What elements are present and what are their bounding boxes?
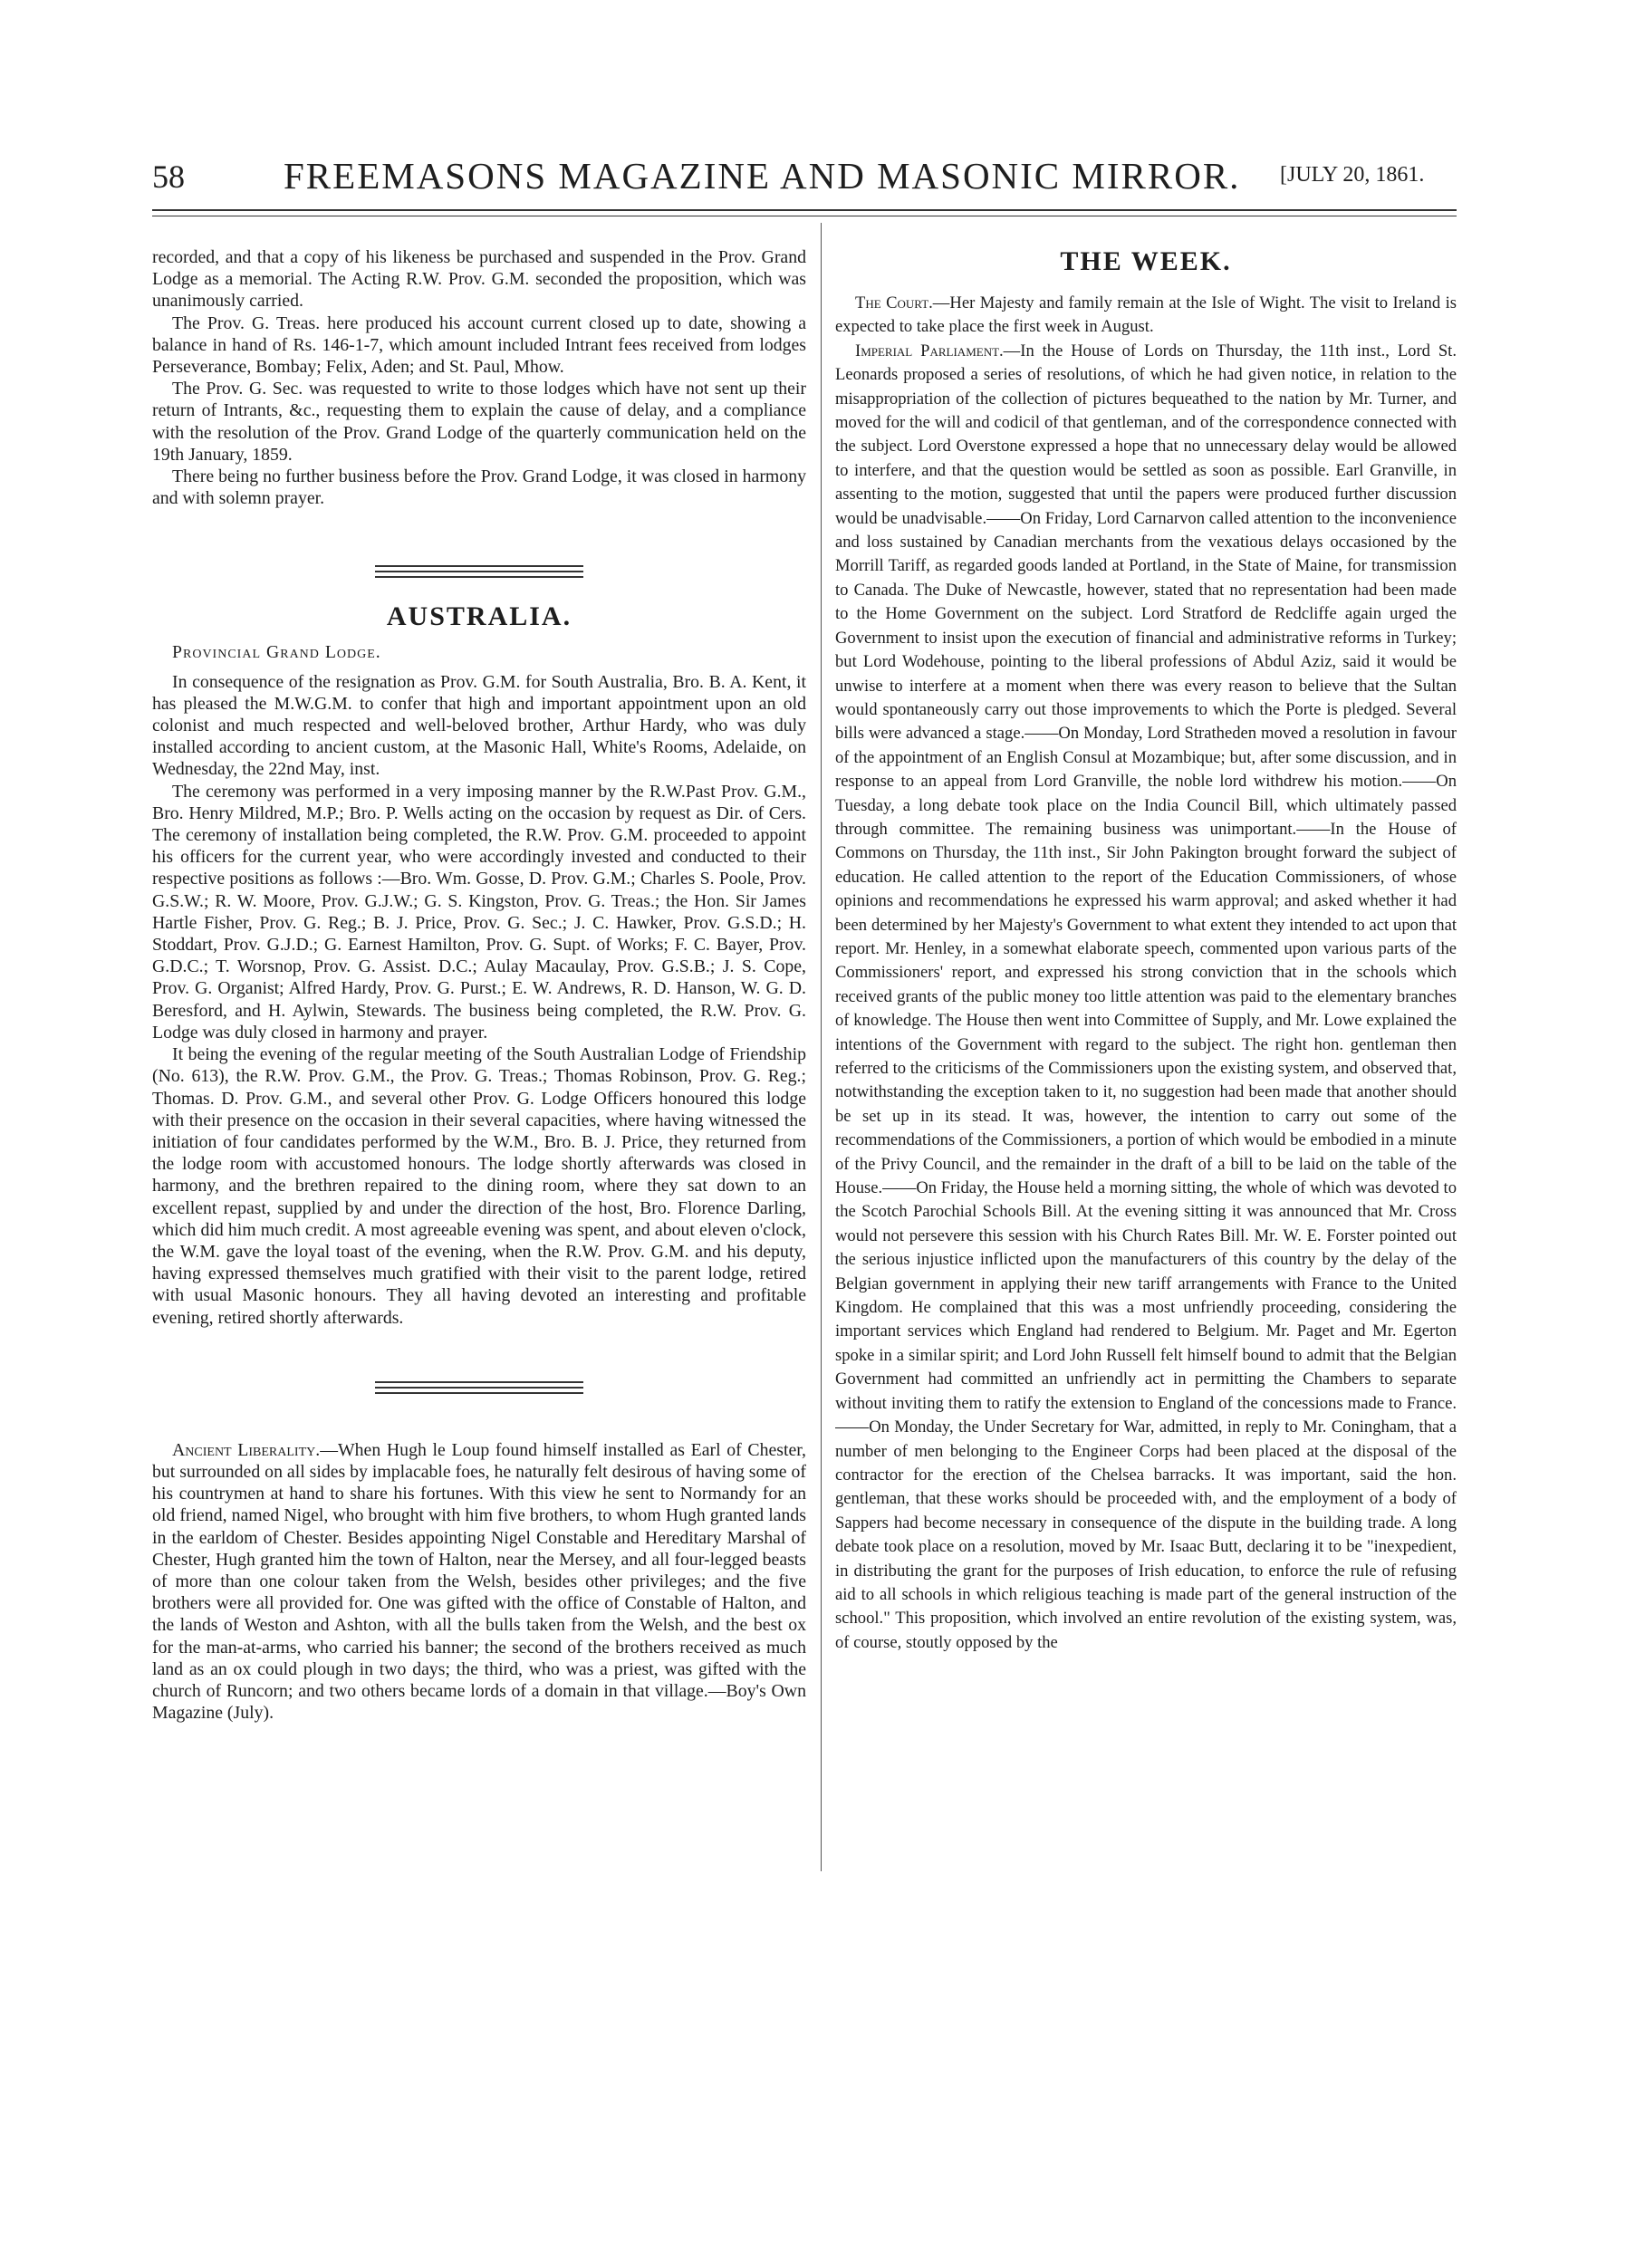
column-divider xyxy=(821,223,822,1871)
paragraph-court xyxy=(835,292,1457,340)
section-title-australia: AUSTRALIA. xyxy=(386,601,572,632)
paragraph: The Prov. G. Sec. was requested to write to those lodges which have not sent up their return of Intrants, &c., requesting them to explain the cause of delay, and a compliance with the resolution of the Prov. Grand Lodge of the quarterly communication held on the 19th January, 1859. xyxy=(152,379,806,465)
section-subtitle: Provincial Grand Lodge. xyxy=(172,642,381,663)
paragraph: The ceremony was performed in a very imposing manner by the R.W.Past Prov. G.M., Bro. Henry Mildred, M.P.; Bro. P. Wells acting on the occasion by request as Dir. of Cers. The ceremony of installation being completed, the R.W. Prov. G.M. proceeded to appoint his officers for the current year, who were accordingly invested and conducted to their respective positions as follows :—Bro. Wm. Gosse, D. Prov. G.M.; Charles S. Poole, Prov. G.S.W.; R. W. Moore, Prov. G.J.W.; G. S. Kingston, Prov. G. Treas.; the Hon. Sir James Hartle Fisher, Prov. G. Reg.; B. J. Price, Prov. G. Sec.; J. C. Hawker, Prov. G.S.D.; H. Stoddart, Prov. G.J.D.; G. Earnest Hamilton, Prov. G. Supt. of Works; F. C. Bayer, Prov. G.D.C.; T. Worsnop, Prov. G. Assist. D.C.; Aulay Macaulay, Prov. G.S.B.; J. S. Cope, Prov. G. Organist; Alfred Hardy, Prov. G. Purst.; E. W. Andrews, R. D. Hanson, W. G. D. Beresford, and H. Aylwin, Stewards. The business being completed, the R.W. Prov. G. Lodge was duly closed in harmony and prayer. xyxy=(152,781,806,1043)
run-in-heading: Imperial Parliament. xyxy=(855,341,1004,360)
section-separator xyxy=(375,565,583,578)
run-in-heading: The Court. xyxy=(855,293,933,312)
paragraph-parliament xyxy=(835,340,1457,1655)
section-title-the-week: THE WEEK. xyxy=(1060,246,1232,276)
paragraph: There being no further business before the Prov. Grand Lodge, it was closed in harmony and with solemn prayer. xyxy=(152,466,806,509)
paragraph: It being the evening of the regular meeting of the South Australian Lodge of Friendship (No. 613), the R.W. Prov. G.M., the Prov. G. Treas.; Thomas Robinson, Prov. G. Reg.; Thomas. D. Prov. G.M., and several other Prov. G. Lodge Officers honoured this lodge with their presence on the occasion in their several capacities, where having witnessed the initiation of four candidates performed by the W.M., Bro. B. J. Price, they returned from the lodge room with accustomed honours. The lodge shortly afterwards was closed in harmony, and the brethren repaired to the dining room, where they sat down to an excellent repast, supplied by and under the direction of the host, Bro. Florence Darling, which did him much credit. A most agreeable evening was spent, and about eleven o'clock, the W.M. gave the loyal toast of the evening, when the R.W. Prov. G.M. and his deputy, having expressed themselves much gratified with their visit to the parent lodge, retired with usual Masonic honours. They all having devoted an interesting and profitable evening, retired shortly afterwards. xyxy=(152,1044,806,1328)
right-column xyxy=(835,246,1457,1877)
paragraph: In consequence of the resignation as Prov. G.M. for South Australia, Bro. B. A. Kent, it has pleased the M.W.G.M. to confer that high and important appointment upon an old colonist and much respected and well-beloved brother, Arthur Hardy, who was duly installed according to ancient custom, at the Masonic Hall, White's Rooms, Adelaide, on Wednesday, the 22nd May, inst. xyxy=(152,671,806,780)
paragraph-text: —Her Majesty and family remain at the Isle of Wight. The visit to Ireland is expected to take place the first week in August. xyxy=(835,293,1457,337)
paragraph-text: —In the House of Lords on Thursday, the 11th inst., Lord St. Leonards proposed a series of resolutions, of which he had given notice, in relation to the misappropriation of the collection of pictures bequeathed to the nation by Mr. Turner, and moved for the will and codicil of that gentleman, and of the correspondence connected with the subject. Lord Overstone expressed a hope that no unnecessary delay would be allowed to interfere, and that the question would be settled as soon as possible. Earl Granville, in assenting to the motion, suggested that until the papers were produced further discussion would be unadvisable.——On Friday, Lord Carnarvon called attention to the inconvenience and loss sustained by Canadian merchants from the vexatious delays occasioned by the Morrill Tariff, as regarded goods landed at Portland, in the State of Maine, for transmission to Canada. The Duke of Newcastle, however, stated that no representation had been made to the Home Government on the subject. Lord Stratford de Redcliffe again urged the Government to insist upon the execution of financial and administrative reforms in Turkey; but Lord Wodehouse, pointing to the liberal professions of Abdul Aziz, said it would be unwise to interfere at a moment when there was every reason to believe that the Sultan would spontaneously carry out those improvements to which the Porte is pledged. Several bills were advanced a stage.——On Monday, Lord Stratheden moved a resolution in favour of the appointment of an English Consul at Mozambique; but, after some discussion, and in response to an appeal from Lord Granville, the noble lord withdrew his motion.——On Tuesday, a long debate took place on the India Council Bill, which ultimately passed through committee. The remaining business was unimportant.——In the House of Commons on Thursday, the 11th inst., Sir John Pakington brought forward the subject of education. He called attention to the report of the Education Commissioners, of whose opinions and recommendations he expressed his warm approval; and asked whether it had been determined by her Majesty's Government to what extent they intended to act upon that report. Mr. Henley, in a somewhat elaborate speech, commented upon various parts of the Commissioners' report, and expressed his strong conviction that in the schools which received grants of the public money too little attention was paid to the elementary branches of knowledge. The House then went into Committee of Supply, and Mr. Lowe explained the intentions of the Government with regard to the subject. The right hon. gentleman then referred to the criticisms of the Commissioners upon the existing system, and observed that, notwithstanding the exception taken to it, no suggestion had been made that another should be set up in its stead. It was, however, the intention to carry out some of the recommendations of the Commissioners, a portion of which would be embodied in a minute of the Privy Council, and the remainder in the draft of a bill to be laid on the table of the House.——On Friday, the House held a morning sitting, the whole of which was devoted to the Scotch Parochial Schools Bill. At the evening sitting it was announced that Mr. Cross would not persevere this session with his Church Rates Bill. Mr. W. E. Forster pointed out the serious injustice inflicted upon the manufacturers of this country by the delay of the Belgian government in applying their new tariff arrangements with France to the United Kingdom. He complained that this was a most unfriendly proceeding, considering the important services which England had rendered to Belgium. Mr. Paget and Mr. Egerton spoke in a similar spirit; and Lord John Russell felt himself bound to admit that the Belgian Government had committed an unfriendly act in permitting the Chambers to separate without inviting them to ratify the extension to England of the concessions made to France.——On Monday, the Under Secretary for War, admitted, in reply to Mr. Coningham, that a number of men belonging to the Engineer Corps had been placed at the disposal of the contractor for the erection of the Chelsea barracks. It was important, said the hon. gentleman, that these works should be proceeded with, and the employment of a body of Sappers had become necessary in consequence of the dispute in the building trade. A long debate took place on a resolution, moved by Mr. Isaac Butt, declaring it to be "inexpedient, in distributing the grant for the purposes of Irish education, to enforce the rule of refusing aid to all schools in which religious teaching is made part of the general instruction of the school." This proposition, which involved an entire revolution of the existing system, was, of course, stoutly opposed by the xyxy=(835,341,1457,1652)
issue-date: [JULY 20, 1861. xyxy=(1280,163,1425,187)
run-in-heading: Ancient Liberality. xyxy=(172,1439,321,1460)
paragraph: The Prov. G. Treas. here produced his account current closed up to date, showing a balance in hand of Rs. 146-1-7, which amount included Intrant fees received from lodges Perseverance, Bombay; Felix, Aden; and St. Paul, Mhow. xyxy=(152,312,806,378)
paragraph-text: —When Hugh le Loup found himself installed as Earl of Chester, but surrounded on all sides by implacable foes, he naturally felt desirous of having some of his countrymen at hand to share his fortunes. With this view he sent to Normandy for an old friend, named Nigel, who brought with him five brothers, to whom Hugh granted lands in the earldom of Chester. Besides appointing Nigel Constable and Hereditary Marshal of Chester, Hugh granted him the town of Halton, near the Mersey, and all four-legged beasts of more than one colour taken from the Welsh, besides other privileges; and the five brothers were all provided for. One was gifted with the office of Constable of Halton, and the lands of Weston and Ashton, with all the bulls taken from the Welsh, and the best ox for the man-at-arms, who carried his banner; the second of the brothers received as much land as an ox could plough in two days; the third, who was a priest, was gifted with the church of Runcorn; and two others became lords of a domain in that village.—Boy's Own Magazine (July). xyxy=(152,1439,806,1724)
header-rule xyxy=(152,209,1457,211)
section-separator xyxy=(375,1381,583,1394)
paragraph: recorded, and that a copy of his likeness be purchased and suspended in the Prov. Grand Lodge as a memorial. The Acting R.W. Prov. G.M. seconded the proposition, which was unanimously carried. xyxy=(152,247,806,312)
paragraph-ancient-liberality xyxy=(152,1439,806,1725)
page-number: 58 xyxy=(152,159,185,195)
left-column xyxy=(152,246,806,1877)
running-header xyxy=(152,154,1457,201)
magazine-title: FREEMASONS MAGAZINE AND MASONIC MIRROR. xyxy=(284,155,1241,197)
